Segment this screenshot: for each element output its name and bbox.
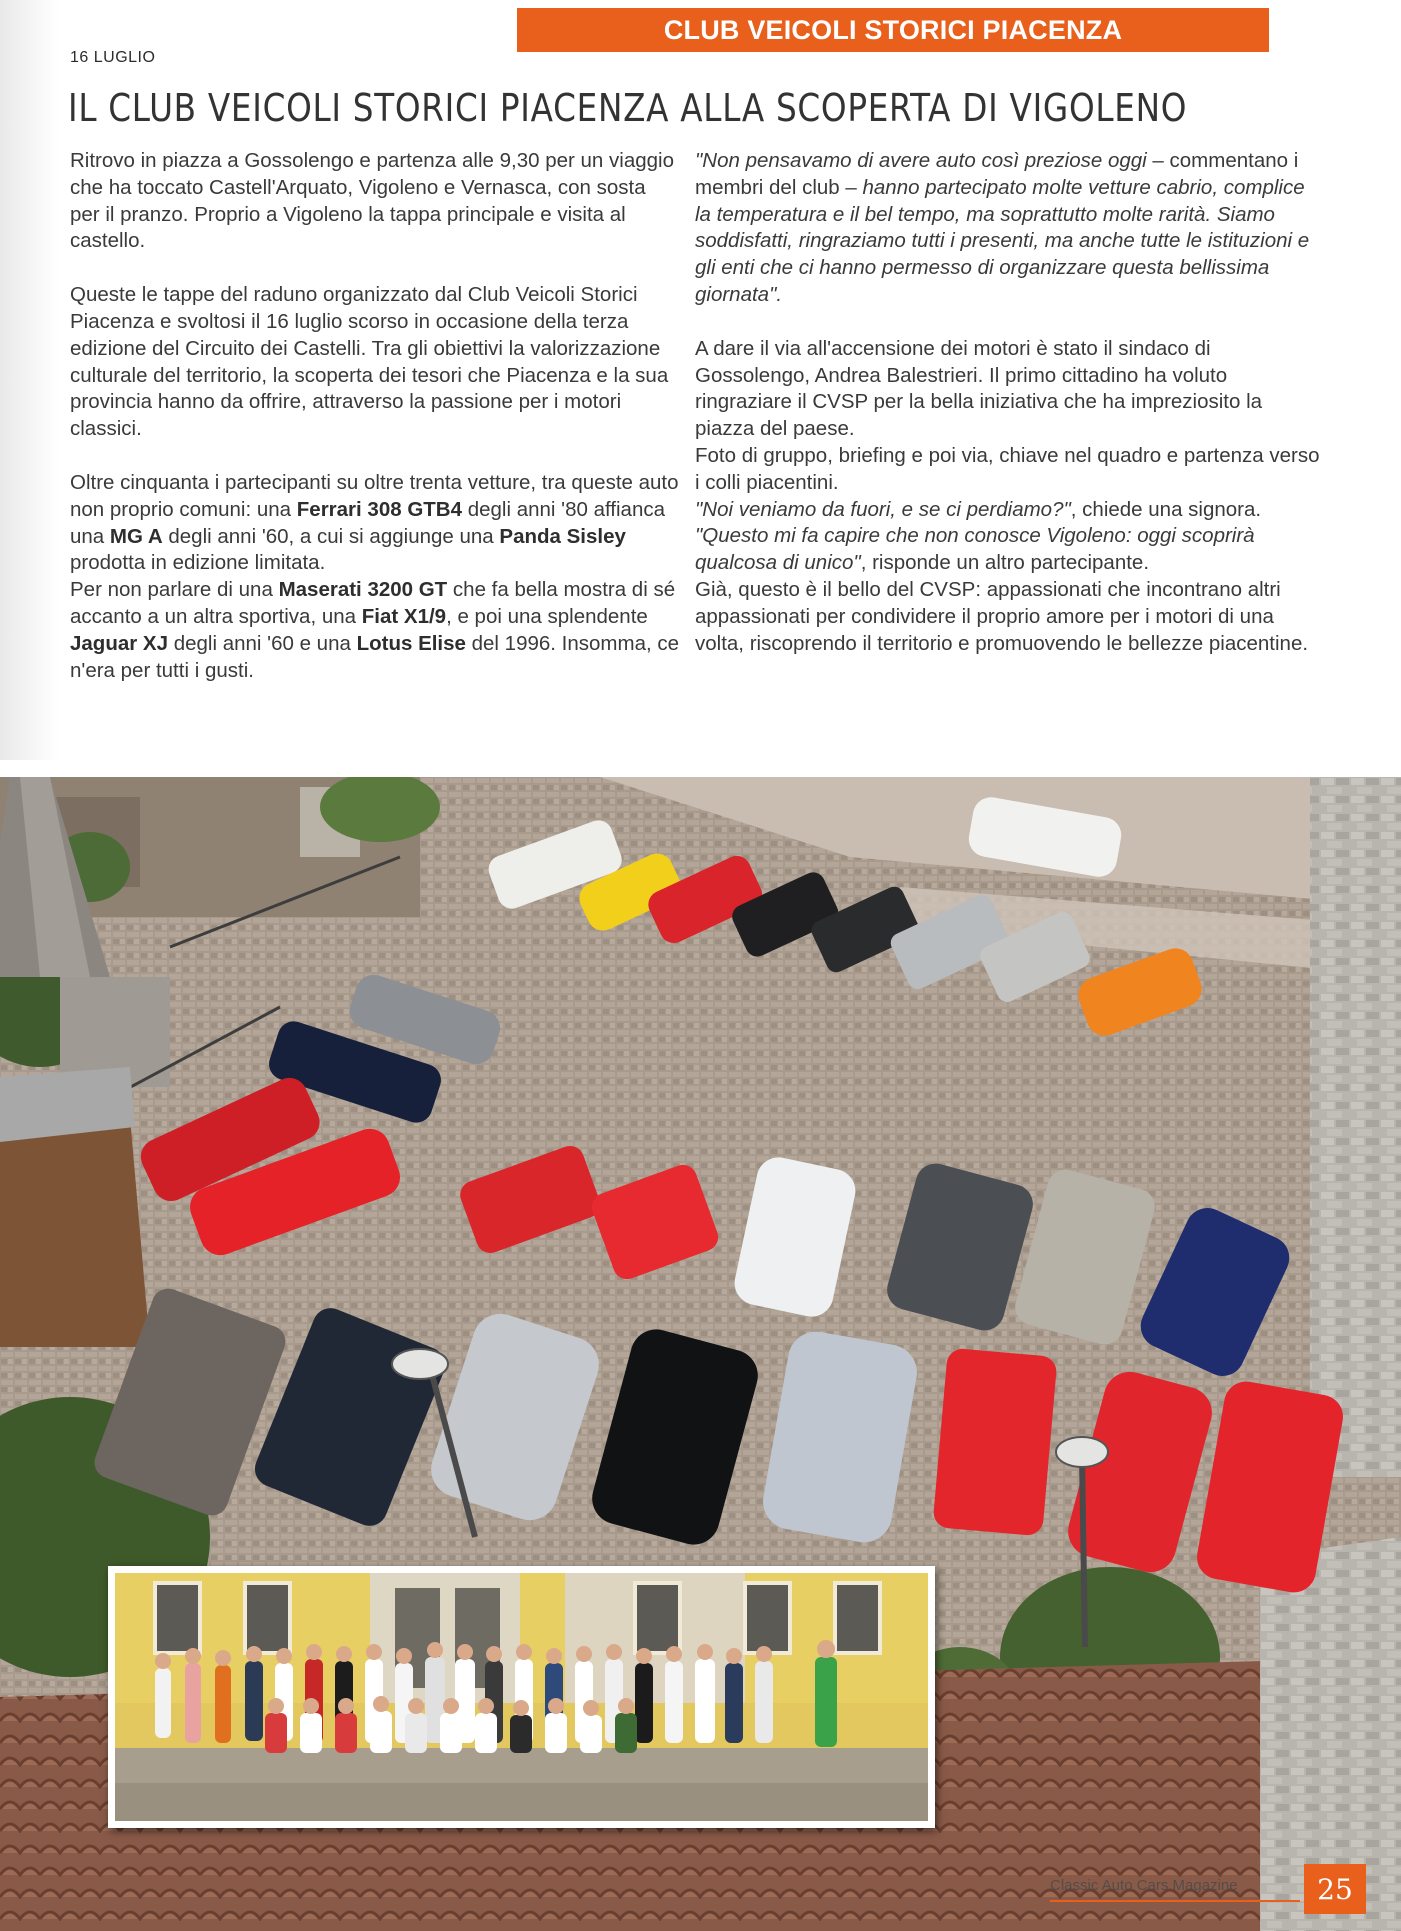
paragraph: Già, questo è il bello del CVSP: appassionati che incontrano altri appassionati per condividere il proprio amore per i motori di una volta, riscoprendo il territorio e promuovendo le bellezze piacentine. <box>695 577 1309 655</box>
section-banner <box>517 8 1269 52</box>
article-date: 16 LUGLIO <box>70 49 156 66</box>
car-name: Maserati 3200 GT <box>278 578 448 602</box>
paragraph: Oltre cinquanta i partecipanti su oltre trenta vetture, tra queste auto non proprio comuni: una Ferrari 308 GTB4 degli anni '80 affianca una MG A degli anni '60, a cui si aggiunge una Panda Sisley prodotta in edizione limitata. <box>70 470 679 575</box>
car-name: Ferrari 308 GTB4 <box>296 497 463 521</box>
footer-rule <box>1050 1900 1300 1902</box>
quote-paragraph: "Noi veniamo da fuori, e se ci perdiamo?", chiede una signora. "Questo mi fa capire che non conosce Vigoleno: oggi scoprirà qualcosa di unico", risponde un altro partecipante. <box>695 497 1262 575</box>
paragraph: Per non parlare di una Maserati 3200 GT che fa bella mostra di sé accanto a un altra sportiva, una Fiat X1/9, e poi una splendente Jaguar XJ degli anni '60 e una Lotus Elise del 1996. Insomma, ce n'era per tutti i gusti. <box>70 578 680 682</box>
magazine-name: Classic Auto Cars Magazine <box>1050 1877 1238 1894</box>
paragraph: Foto di gruppo, briefing e poi via, chiave nel quadro e partenza verso i colli piacentini. <box>695 443 1320 494</box>
paragraph: Ritrovo in piazza a Gossolengo e partenza alle 9,30 per un viaggio che ha toccato Castell'Arquato, Vigoleno e Vernasca, con sosta per il pranzo. Proprio a Vigoleno la tappa principale e visita al castello. <box>70 149 674 253</box>
paragraph: A dare il via all'accensione dei motori è stato il sindaco di Gossolengo, Andrea Balestrieri. Il primo cittadino ha voluto ringraziare il CVSP per la bella iniziativa che ha impreziosito la piazza del paese. <box>695 336 1263 441</box>
car-name: Fiat X1/9 <box>361 604 447 628</box>
page-number: 25 <box>1304 1864 1366 1914</box>
car-name: Lotus Elise <box>356 631 466 655</box>
quote-paragraph: "Non pensavamo di avere auto così preziose oggi – commentano i membri del club – hanno partecipato molte vetture cabrio, complice la temperatura e il bel tempo, ma soprattutto molte rarità. Siamo soddisfatti, ringraziamo tutti i presenti, ma anche tutte le istituzioni e gli enti che ci hanno permesso di organizzare questa bellissima giornata". <box>695 149 1310 306</box>
car-name: Panda Sisley <box>499 524 626 548</box>
article-right-column <box>695 148 1320 657</box>
paragraph: Queste le tappe del raduno organizzato dal Club Veicoli Storici Piacenza e svoltosi il 16 luglio scorso in occasione della terza edizione del Circuito dei Castelli. Tra gli obiettivi la valorizzazione culturale del territorio, la scoperta dei tesori che Piacenza e la sua provincia hanno da offrire, attraverso la passione per i motori classici. <box>70 283 669 441</box>
page-gutter-shadow <box>0 0 60 760</box>
article-left-column <box>70 148 680 684</box>
group-photo-inset <box>108 1566 935 1828</box>
car-name: MG A <box>109 524 163 548</box>
car-name: Jaguar XJ <box>70 631 168 655</box>
section-title: CLUB VEICOLI STORICI PIACENZA <box>663 14 1123 45</box>
article-headline: IL CLUB VEICOLI STORICI PIACENZA ALLA SCOPERTA DI VIGOLENO <box>68 86 1188 130</box>
